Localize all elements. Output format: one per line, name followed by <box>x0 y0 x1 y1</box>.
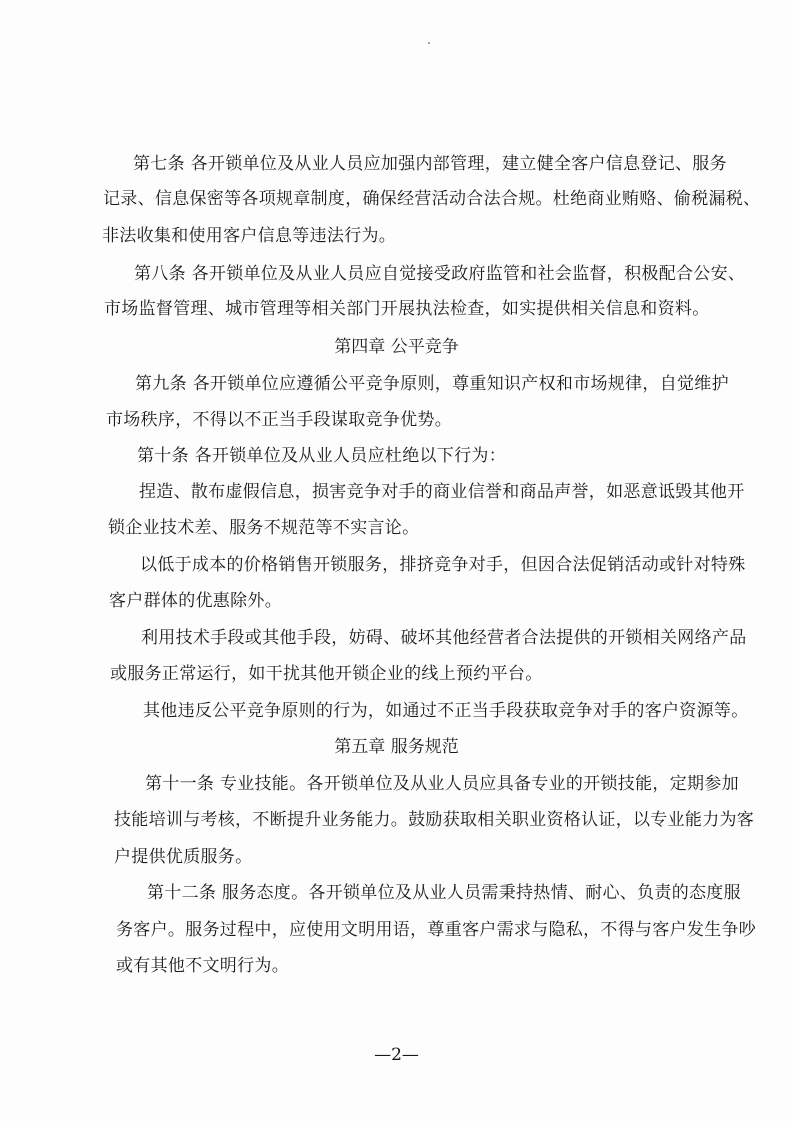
paragraph-line: 技能培训与考核，不断提升业务能力。鼓励获取相关职业资格认证，以专业能力为客 <box>114 810 755 830</box>
paragraph-line: 户提供优质服务。 <box>114 847 253 867</box>
page-number: —2— <box>374 1045 419 1065</box>
paragraph-line: 或服务正常运行，如干扰其他开锁企业的线上预约平台。 <box>110 664 543 684</box>
paragraph-line: 务客户。服务过程中，应使用文明用语，尊重客户需求与隐私，不得与客户发生争吵 <box>116 920 757 940</box>
paragraph-line: 第八条 各开锁单位及从业人员应自觉接受政府监管和社会监督，积极配合公安、 <box>134 264 746 284</box>
paragraph-line: 第十条 各开锁单位及从业人员应杜绝以下行为： <box>137 446 507 466</box>
chapter-heading: 第五章 服务规范 <box>334 737 459 757</box>
paragraph-line: 利用技术手段或其他手段，妨碍、破坏其他经营者合法提供的开锁相关网络产品 <box>141 628 747 648</box>
paragraph-line: 第九条 各开锁单位应遵循公平竞争原则，尊重知识产权和市场规律，自觉维护 <box>135 374 729 394</box>
paragraph-line: 捏造、散布虚假信息，损害竞争对手的商业信誉和商品声誉，如恶意诋毁其他开 <box>139 482 745 502</box>
paragraph-line: 市场监督管理、城市管理等相关部门开展执法检查，如实提供相关信息和资料。 <box>104 299 710 319</box>
scan-speck <box>428 42 430 44</box>
paragraph-line: 或有其他不文明行为。 <box>116 956 289 976</box>
paragraph-line: 客户群体的优惠除外。 <box>109 591 282 611</box>
chapter-heading: 第四章 公平竞争 <box>334 337 459 357</box>
paragraph-line: 以低于成本的价格销售开锁服务，排挤竞争对手，但因合法促销活动或针对特殊 <box>140 555 746 575</box>
paragraph-line: 锁企业技术差、服务不规范等不实言论。 <box>108 518 420 538</box>
paragraph-line: 市场秩序，不得以不正当手段谋取竞争优势。 <box>106 410 452 430</box>
paragraph-line: 非法收集和使用客户信息等违法行为。 <box>102 226 397 246</box>
paragraph-line: 记录、信息保密等各项规章制度，确保经营活动合法合规。杜绝商业贿赂、偷税漏税、 <box>103 189 761 209</box>
paragraph-line: 第十一条 专业技能。各开锁单位及从业人员应具备专业的开锁技能，定期参加 <box>145 774 739 794</box>
paragraph-line: 其他违反公平竞争原则的行为，如通过不正当手段获取竞争对手的客户资源等。 <box>143 701 749 721</box>
paragraph-line: 第十二条 服务态度。各开锁单位及从业人员需秉持热情、耐心、负责的态度服 <box>147 883 741 903</box>
paragraph-line: 第七条 各开锁单位及从业人员应加强内部管理，建立健全客户信息登记、服务 <box>133 154 727 174</box>
